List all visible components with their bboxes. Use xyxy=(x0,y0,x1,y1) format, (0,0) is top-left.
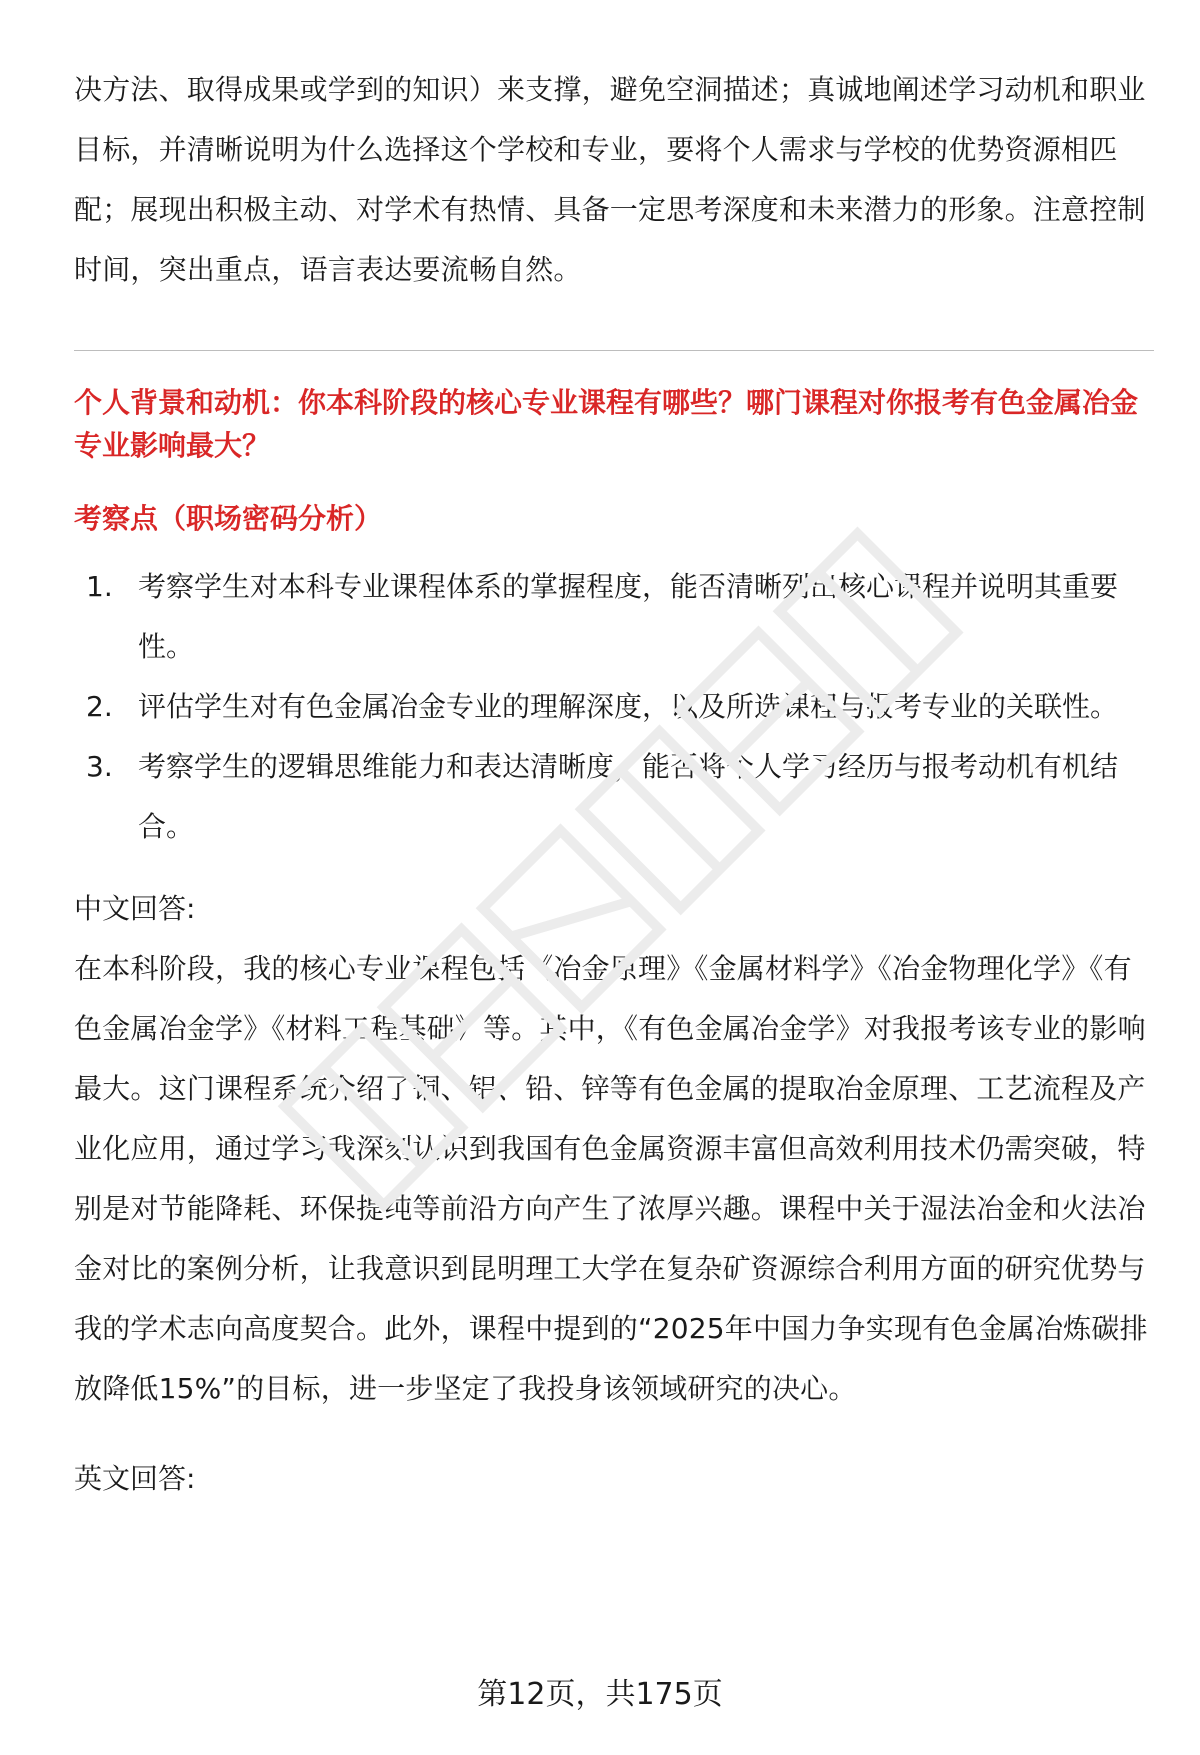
question-heading: 个人背景和动机：你本科阶段的核心专业课程有哪些？哪门课程对你报考有色金属冶金专业影响最大？ xyxy=(74,386,1139,462)
page-footer: 第12页，共175页 xyxy=(477,1677,723,1712)
list-item-text: 评估学生对有色金属冶金专业的理解深度，以及所选课程与报考专业的关联性。 xyxy=(138,690,1119,723)
chinese-answer-label: 中文回答: xyxy=(74,892,196,925)
list-item xyxy=(74,737,1154,857)
chinese-answer-paragraph: 在本科阶段，我的核心专业课程包括《冶金原理》《金属材料学》《冶金物理化学》《有色金属冶金学》《材料工程基础》等。其中，《有色金属冶金学》对我报考该专业的影响最大。这门课程系统介绍了铜、铝、铅、锌等有色金属的提取冶金原理、工艺流程及产业化应用，通过学习我深刻认识到我国有色金属资源丰富但高效利用技术仍需突破，特别是对节能降耗、环保提纯等前沿方向产生了浓厚兴趣。课程中关于湿法冶金和火法冶金对比的案例分析，让我意识到昆明理工大学在复杂矿资源综合利用方面的研究优势与我的学术志向高度契合。此外，课程中提到的“2025年中国力争实现有色金属冶炼碳排放降低15%”的目标，进一步坚定了我投身该领域研究的决心。 xyxy=(74,952,1148,1405)
list-item-number: 1. xyxy=(86,570,113,603)
section-divider xyxy=(74,350,1154,351)
list-item-text: 考察学生对本科专业课程体系的掌握程度，能否清晰列出核心课程并说明其重要性。 xyxy=(138,570,1119,663)
list-item xyxy=(74,557,1154,677)
section-title: 考察点（职场密码分析） xyxy=(74,502,383,535)
intro-paragraph: 决方法、取得成果或学到的知识）来支撑，避免空洞描述；真诚地阐述学习动机和职业目标，并清晰说明为什么选择这个学校和专业，要将个人需求与学校的优势资源相匹配；展现出积极主动、对学术有热情、具备一定思考深度和未来潜力的形象。注意控制时间，突出重点，语言表达要流畅自然。 xyxy=(74,73,1146,286)
document-page xyxy=(74,60,1154,1509)
list-item xyxy=(74,677,1154,737)
list-item-number: 2. xyxy=(86,690,113,723)
list-item-number: 3. xyxy=(86,750,113,783)
list-item-text: 考察学生的逻辑思维能力和表达清晰度，能否将个人学习经历与报考动机有机结合。 xyxy=(138,750,1119,843)
english-answer-label: 英文回答: xyxy=(74,1462,196,1495)
evaluation-points-list xyxy=(74,557,1154,857)
